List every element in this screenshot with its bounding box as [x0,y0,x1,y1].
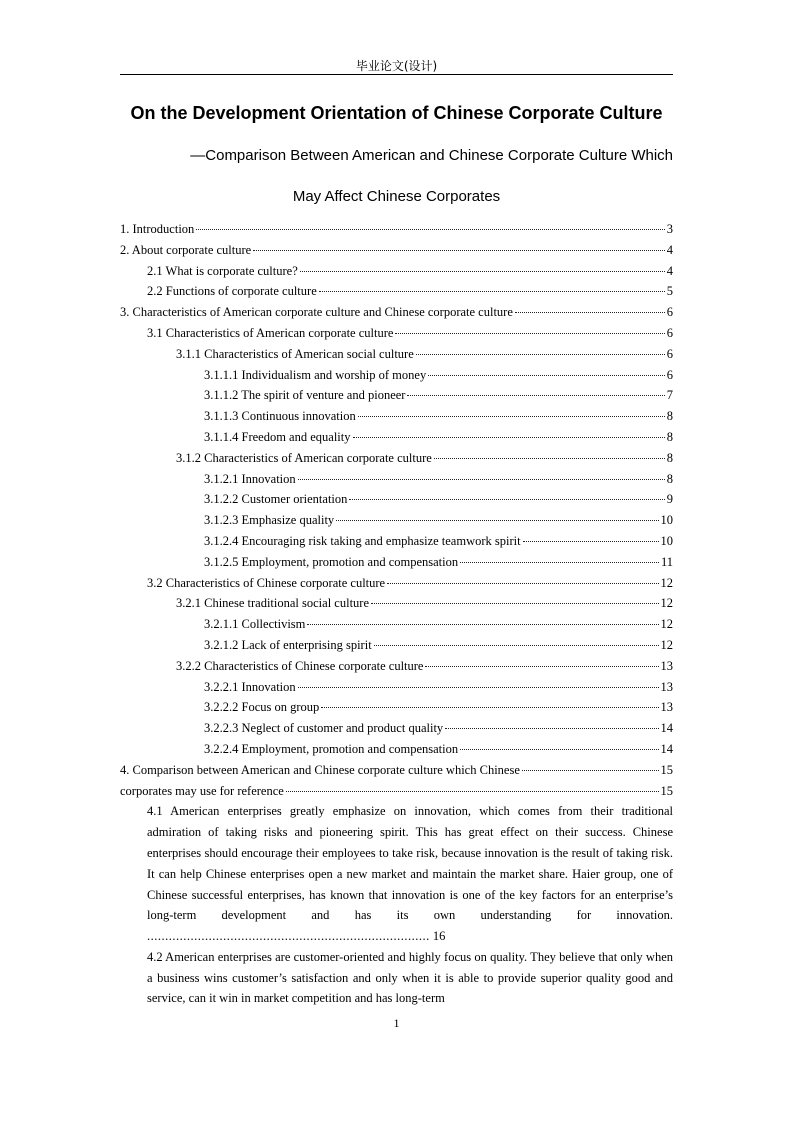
toc-leader [196,229,664,230]
toc-leader [336,520,658,521]
toc-entry[interactable] [120,781,673,802]
toc-entry-page: 15 [660,762,673,777]
toc-entry[interactable] [120,219,673,240]
header-rule [120,74,673,75]
toc-entry-title: 3.2.1.1 Collectivism [204,617,306,632]
toc-leader [428,375,665,376]
toc-entry-title: 3. Characteristics of American corporate culture and Chinese corporate culture [120,305,513,320]
toc-entry[interactable] [120,697,673,718]
toc-entry-title: 3.2.2.3 Neglect of customer and product quality [204,721,444,736]
toc-entry-page: 11 [660,554,673,569]
toc-entry[interactable] [120,635,673,656]
toc-entry-page: 6 [666,325,673,340]
toc-entry-title: 2.1 What is corporate culture? [147,263,298,278]
toc-leader [460,749,658,750]
toc-entry-title: 3.2.2.1 Innovation [204,679,296,694]
toc-leader [425,666,658,667]
toc-entry-page: 8 [666,409,673,424]
toc-paragraph-text: 4.2 American enterprises are customer-oriented and highly focus on quality. They believe that only when a business wins customer’s satisfaction and only when it is able to provide superior quality good and service, can it win in market competition and has long-term [147,949,673,1006]
toc-leader [515,312,665,313]
toc-entry-page: 6 [666,346,673,361]
toc-leader [460,562,659,563]
page-number: 1 [393,1016,400,1030]
toc-leader [253,250,665,251]
toc-entry-page: 16 [432,929,446,944]
toc-entry-page: 7 [666,388,673,403]
toc-leader [307,624,658,625]
toc-entry-title: 3.2.2.4 Employment, promotion and compensation [204,741,459,756]
toc-leader [416,354,665,355]
toc-entry[interactable] [120,385,673,406]
toc-leader [374,645,659,646]
page-header: 毕业论文(设计) [355,59,438,73]
toc-entry-title: 3.2.1.2 Lack of enterprising spirit [204,637,372,652]
toc-entry-page: 4 [666,242,673,257]
toc-entry-page: 3 [666,222,673,236]
toc-entry-page: 4 [666,263,673,278]
toc-entry-page: 8 [666,429,673,444]
toc-leader [387,583,658,584]
toc-entry-page: 6 [666,367,673,382]
toc-entry-page: 13 [660,658,673,673]
toc-entry-title: 3.1.2.2 Customer orientation [204,492,348,507]
toc-leader [319,291,665,292]
toc-entry[interactable] [120,448,673,469]
toc-leader [434,458,665,459]
toc-entry-title: 4. Comparison between American and Chinese corporate culture which Chinese [120,762,520,777]
toc-entry[interactable] [120,323,673,344]
toc-entry-page: 12 [660,637,673,652]
toc-entry[interactable] [120,261,673,282]
toc-leader [371,603,658,604]
toc-entry-page: 8 [666,450,673,465]
toc-entry[interactable] [120,677,673,698]
toc-entry-page: 10 [660,533,673,548]
toc-leader [523,541,659,542]
toc-entry-page: 13 [660,700,673,715]
toc-leader [395,333,664,334]
toc-leader [321,707,658,708]
toc-entry-title: 3.1.1.3 Continuous innovation [204,409,356,424]
toc-entry-page: 15 [660,783,673,798]
toc-leader: .............................................................................. [147,929,430,944]
toc-entry[interactable] [120,427,673,448]
toc-entry[interactable] [120,469,673,490]
toc-entry[interactable] [120,614,673,635]
toc-entry-page: 13 [660,679,673,694]
subtitle-line-1: —Comparison Between American and Chinese Corporate Culture Which [190,147,673,164]
toc-entry-page: 8 [666,471,673,486]
toc-entry-page: 9 [666,492,673,507]
toc-entry[interactable] [120,718,673,739]
toc-entry-title: 2.2 Functions of corporate culture [147,284,317,299]
toc-entry[interactable] [120,406,673,427]
toc-entry-title: 3.2.2.2 Focus on group [204,700,320,715]
toc-leader [300,271,665,272]
toc-leader [349,499,664,500]
toc-leader [358,416,665,417]
table-of-contents [120,219,673,1009]
toc-leader [353,437,665,438]
toc-entry-page: 12 [660,596,673,611]
toc-entry[interactable] [120,240,673,261]
toc-entry[interactable] [120,656,673,677]
toc-entry-title: 3.2 Characteristics of Chinese corporate culture [147,575,386,590]
toc-entry-page: 10 [660,513,673,528]
toc-paragraph-4-2[interactable] [120,947,673,1009]
toc-entry-title: 3.1.2.3 Emphasize quality [204,513,335,528]
toc-entry-title: 3.1.2.5 Employment, promotion and compensation [204,554,459,569]
toc-entry-title: 3.1.1.2 The spirit of venture and pioneer [204,388,406,403]
toc-entry[interactable] [120,760,673,781]
toc-entry-page: 14 [660,721,673,736]
subtitle-line-2: May Affect Chinese Corporates [292,188,501,205]
toc-entry-title: 3.1.2.4 Encouraging risk taking and emphasize teamwork spirit [204,533,521,548]
toc-entry[interactable] [120,281,673,302]
toc-entry-page: 6 [666,305,673,320]
toc-leader [298,687,659,688]
toc-entry-title: 3.1 Characteristics of American corporate culture [147,325,394,340]
toc-entry-page: 5 [666,284,673,299]
toc-leader [286,791,659,792]
toc-entry-title: 3.1.2.1 Innovation [204,471,296,486]
toc-leader [445,728,658,729]
toc-entry-title: corporates may use for reference [120,783,284,798]
toc-entry-title: 3.2.1 Chinese traditional social culture [176,596,370,611]
toc-entry-title: 3.1.1.1 Individualism and worship of money [204,367,427,382]
toc-entry[interactable] [120,510,673,531]
toc-leader [298,479,665,480]
toc-entry[interactable] [120,365,673,386]
toc-entry[interactable] [120,739,673,760]
toc-entry-title: 2. About corporate culture [120,242,252,257]
toc-entry-page: 12 [660,617,673,632]
toc-entry[interactable] [120,489,673,510]
toc-entry-title: 3.1.1.4 Freedom and equality [204,429,351,444]
toc-entry-title: 1. Introduction [120,222,195,236]
toc-entry-title: 3.2.2 Characteristics of Chinese corporate culture [176,658,424,673]
toc-entry-page: 14 [660,741,673,756]
toc-entry[interactable] [120,593,673,614]
toc-entry-title: 3.1.2 Characteristics of American corporate culture [176,450,432,465]
toc-leader [407,395,664,396]
toc-entry[interactable] [120,302,673,323]
toc-paragraph-text: 4.1 American enterprises greatly emphasize on innovation, which comes from their traditional admiration of taking risks and pioneering spirit. This has great effect on their success. Chinese enterprises should encourage their employees to take risk, because innovation is the result of taking risk. It can help Chinese enterprises open a new market and maintain the market share. Haier group, one of Chinese successful enterprises, has known that innovation is one of the key factors for an enterprise’s long-term development and has its own understanding for innovation. [147,804,673,923]
toc-entry[interactable] [120,573,673,594]
toc-entry[interactable] [120,344,673,365]
toc-entry[interactable] [120,552,673,573]
toc-leader [522,770,659,771]
toc-paragraph-4-1[interactable] [120,801,673,947]
toc-entry-page: 12 [660,575,673,590]
document-title: On the Development Orientation of Chinese Corporate Culture [130,103,663,123]
toc-entry-title: 3.1.1 Characteristics of American social culture [176,346,414,361]
toc-entry[interactable] [120,531,673,552]
